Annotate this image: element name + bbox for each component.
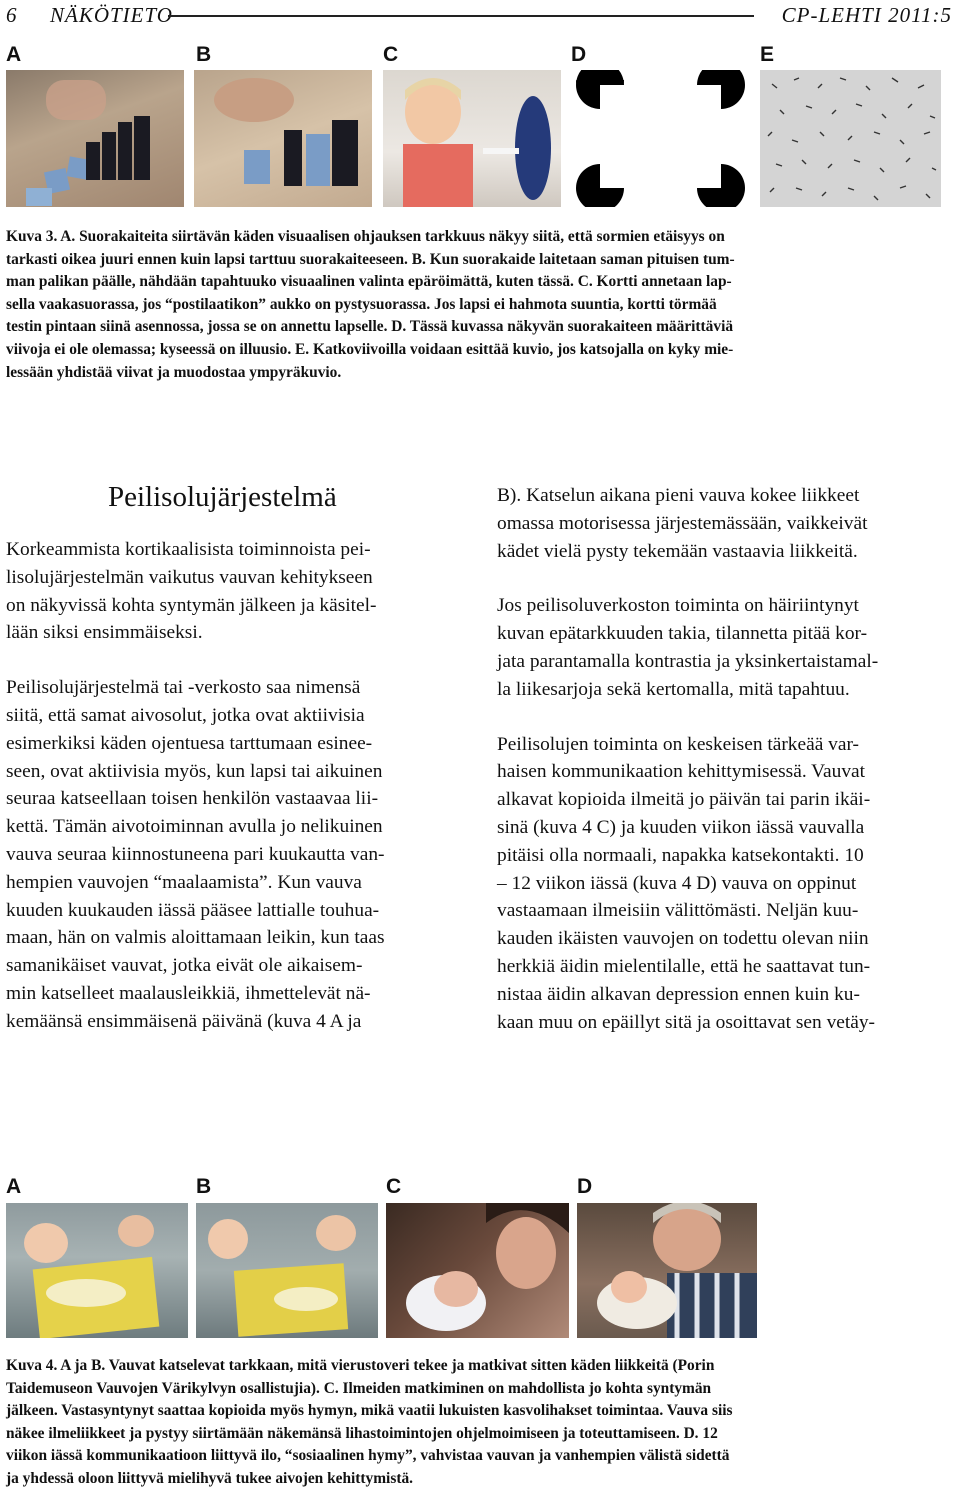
text-line: maan, hän on valmis aloittamaan leikin, kun taas <box>6 927 385 949</box>
text-line: la liikesarjoja sekä kertomalla, mitä tapahtuu. <box>497 678 850 700</box>
fig3-label-b: B <box>196 43 212 66</box>
fig4-photo-babies-painting-a <box>6 1203 188 1338</box>
article-right-column <box>497 482 957 1036</box>
fig3-label-d: D <box>571 43 587 66</box>
text-line: vauva seuraa kiinnostuneena pari kuukautta van- <box>6 843 385 865</box>
text-line: pitäisi olla normaali, napakka katsekontakti. 10 <box>497 844 864 866</box>
paragraph <box>497 592 957 703</box>
fig3-illusion-rectangle <box>571 70 749 207</box>
text-line: haisen kommunikaation kehittymisessä. Vauvat <box>497 761 866 783</box>
fig3-label-a: A <box>6 43 22 66</box>
fig3-photo-child-card <box>383 70 561 207</box>
text-line: alkavat kopioida ilmeitä jo päivän tai parin ikäi- <box>497 789 871 811</box>
paragraph <box>497 482 957 565</box>
text-line: seen, ovat aktiivisia myös, kun lapsi tai aikuinen <box>6 760 383 782</box>
fig3-caption <box>6 226 956 384</box>
text-line: samanikäiset vauvat, jotka eivät ole aikaisem- <box>6 955 363 977</box>
text-line: kädet vielä pysty tekemään vastaavia liikkeitä. <box>497 540 858 562</box>
text-line: kuuden kuukauden iässä pääsee lattialle touhua- <box>6 899 380 921</box>
text-line: Peilisolujen toiminta on keskeisen tärkeää var- <box>497 733 860 755</box>
fig3-caption-line: Kuva 3. A. Suorakaiteita siirtävän käden visuaalisen ohjauksen tarkkuus näkyy siitä, että sormien etäisyys on <box>6 228 725 245</box>
text-line: kauden ikäisten vauvojen on todettu olevan niin <box>497 928 869 950</box>
text-line: sinä (kuva 4 C) ja kuuden viikon iässä vauvalla <box>497 816 865 838</box>
text-line: kaan muu on epäillyt sitä ja osoittavat sen vetäy- <box>497 1011 876 1033</box>
fig4-caption-line: jälkeen. Vastasyntynyt saattaa kopioida myös hymyn, mikä vaatii lukuisten kasvolihakset toimintaa. Vauva siis <box>6 1402 733 1420</box>
publication-issue: CP-LEHTI 2011:5 <box>781 3 952 27</box>
text-line: on näkyvissä kohta syntymän jälkeen ja käsitel- <box>6 594 377 616</box>
text-line: hempien vauvojen “maalaamista”. Kun vauva <box>6 871 362 893</box>
fig3-photo-hand-blocks <box>6 70 184 207</box>
text-line: Korkeammista kortikaalisista toiminnoista pei- <box>6 539 371 560</box>
fig4-photo-father-baby <box>577 1203 757 1338</box>
fig4-photo-mother-newborn <box>386 1203 569 1338</box>
article-title: Peilisolujärjestelmä <box>108 481 337 513</box>
fig4-caption <box>6 1355 956 1491</box>
text-line: kemäänsä ensimmäisenä päivänä (kuva 4 A ja <box>6 1010 362 1032</box>
text-line: seuraa katseellaan toisen henkilön vastaavaa lii- <box>6 788 379 810</box>
fig4-label-b: B <box>196 1175 212 1198</box>
fig3-label-e: E <box>760 43 775 66</box>
fig3-caption-line: viivoja ei ole olemassa; kyseessä on illuusio. E. Katkoviivoilla voidaan esittää kuvio, jos katsojalla on kyky mie- <box>6 340 734 358</box>
text-line: Jos peilisoluverkoston toiminta on häiriintynyt <box>497 595 859 617</box>
fig4-caption-line: Taidemuseon Vauvojen Värikylvyn osallistujia). C. Ilmeiden matkiminen on mahdollista jo kohta syntymän <box>6 1379 712 1397</box>
text-line: omassa motorisessa järjestemässään, vaikkeivät <box>497 512 868 534</box>
paragraph <box>6 674 470 1035</box>
text-line: min katselleet maalausleikkiä, ihmettelevät nä- <box>6 982 371 1004</box>
fig4-label-c: C <box>386 1175 402 1198</box>
text-line: siitä, että samat aivosolut, jotka ovat aktiivisia <box>6 704 365 726</box>
fig4-label-a: A <box>6 1175 22 1198</box>
fig3-dashed-circle <box>760 70 941 207</box>
paragraph <box>497 731 957 1037</box>
fig3-label-c: C <box>383 43 399 66</box>
fig4-caption-line: viikon iässä kommunikaatioon liittyvä ilo, “sosiaalinen hymy”, vahvistaa vauvan ja vanhempien välistä sidettä <box>6 1447 730 1465</box>
section-title: NÄKÖTIETO <box>50 3 173 27</box>
page-number: 6 <box>6 3 18 27</box>
fig4-caption-line: Kuva 4. A ja B. Vauvat katselevat tarkkaan, mitä vierustoveri tekee ja matkivat sitten käden liikkeitä (Porin <box>6 1357 715 1374</box>
fig3-caption-line: man palikan päälle, nähdään tapahtuuko visuaalinen valinta epäröimättä, kuten tässä. C. Kortti annetaan lap- <box>6 273 732 291</box>
fig3-caption-line: sella vaakasuorassa, jos “postilaatikon” aukko on pystysuorassa. Jos lapsi ei hahmota suuntia, kortti törmää <box>6 295 717 313</box>
article-left-column <box>6 536 470 1036</box>
fig3-caption-line: testin pintaan siinä asennossa, jossa se on annettu lapselle. D. Tässä kuvassa näkyvän suorakaiteen määrittäviä <box>6 318 734 336</box>
text-line: herkkiä äidin mielentilalle, että he saattavat tun- <box>497 955 871 977</box>
header-rule <box>168 15 754 17</box>
text-line: nistaa äidin alkavan depression ennen kuin ku- <box>497 983 860 1005</box>
text-line: lisolujärjestelmän vaikutus vauvan kehitykseen <box>6 566 373 588</box>
text-line: – 12 viikon iässä (kuva 4 D) vauva on oppinut <box>497 872 857 894</box>
fig4-label-d: D <box>577 1175 593 1198</box>
text-line: jata parantamalla kontrastia ja yksinkertaistamal- <box>497 650 879 672</box>
text-line: kuvan epätarkkuuden takia, tilannetta pitää kor- <box>497 623 868 645</box>
text-line: B). Katselun aikana pieni vauva kokee liikkeet <box>497 485 860 506</box>
fig3-photo-block-selection <box>194 70 372 207</box>
fig3-caption-line: lessään yhdistää viivat ja muodostaa ympyräkuvio. <box>6 363 342 381</box>
text-line: Peilisolujärjestelmä tai -verkosto saa nimensä <box>6 677 361 699</box>
fig4-caption-line: näkee ilmeliikkeet ja pystyy siirtämään näkemänsä lihastoimintojen ohjelmoimiseen ja toteuttamiseen. D. 12 <box>6 1424 718 1442</box>
fig4-caption-line: ja yhdessä oloon liittyvä mielihyvä tukee aivojen kehittymistä. <box>6 1469 413 1487</box>
text-line: esimerkiksi käden ojentuesa tarttumaan esinee- <box>6 732 373 754</box>
fig4-photo-babies-painting-b <box>196 1203 378 1338</box>
text-line: kettä. Tämän aivotoiminnan avulla jo nelikuinen <box>6 816 383 838</box>
paragraph <box>6 536 470 647</box>
text-line: vastaamaan ilmeisiin välittömästi. Neljän kuu- <box>497 900 859 922</box>
fig3-caption-line: tarkasti oikea juuri ennen kuin lapsi tarttuu suorakaiteeseen. B. Kun suorakaide laitetaan saman pituisen tum- <box>6 250 735 268</box>
text-line: lään siksi ensimmäiseksi. <box>6 622 203 644</box>
